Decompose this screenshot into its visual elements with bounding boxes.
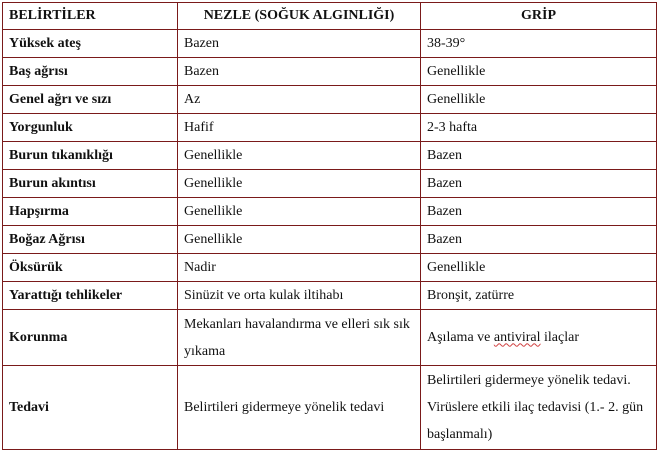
table-row [3, 86, 657, 114]
nezle-cell: Sinüzit ve orta kulak iltihabı [178, 282, 421, 310]
table-row-korunma [3, 310, 657, 366]
grip-cell: 2-3 hafta [421, 114, 657, 142]
table-row [3, 198, 657, 226]
table-row [3, 58, 657, 86]
row-label: Burun tıkanıklığı [3, 142, 178, 170]
table-row [3, 254, 657, 282]
row-label: Yüksek ateş [3, 30, 178, 58]
row-label: Burun akıntısı [3, 170, 178, 198]
row-label: Tedavi [3, 366, 178, 450]
header-nezle: NEZLE (SOĞUK ALGINLIĞI) [178, 3, 421, 30]
grip-text-prefix: Aşılama ve [427, 329, 494, 345]
grip-cell: Bazen [421, 198, 657, 226]
table-row-tedavi [3, 366, 657, 450]
grip-cell: Bazen [421, 142, 657, 170]
nezle-cell: Genellikle [178, 226, 421, 254]
grip-cell: Genellikle [421, 58, 657, 86]
table-row [3, 170, 657, 198]
nezle-cell: Hafif [178, 114, 421, 142]
nezle-cell: Mekanları havalandırma ve elleri sık sık yıkama [178, 310, 421, 366]
row-label: Genel ağrı ve sızı [3, 86, 178, 114]
nezle-cell: Genellikle [178, 198, 421, 226]
table-row [3, 30, 657, 58]
row-label: Öksürük [3, 254, 178, 282]
table-row [3, 226, 657, 254]
header-belirtiler: BELİRTİLER [3, 3, 178, 30]
table-row [3, 114, 657, 142]
row-label: Hapşırma [3, 198, 178, 226]
table-row [3, 142, 657, 170]
nezle-cell: Belirtileri gidermeye yönelik tedavi [178, 366, 421, 450]
nezle-cell: Az [178, 86, 421, 114]
grip-cell: Bronşit, zatürre [421, 282, 657, 310]
grip-cell: Bazen [421, 226, 657, 254]
comparison-table-wrapper [2, 2, 657, 450]
cold-vs-flu-table [2, 2, 657, 450]
nezle-cell: Bazen [178, 30, 421, 58]
nezle-cell: Genellikle [178, 170, 421, 198]
nezle-cell: Bazen [178, 58, 421, 86]
row-label: Korunma [3, 310, 178, 366]
row-label: Baş ağrısı [3, 58, 178, 86]
table-row [3, 282, 657, 310]
header-row [3, 3, 657, 30]
grip-cell: 38-39° [421, 30, 657, 58]
row-label: Boğaz Ağrısı [3, 226, 178, 254]
grip-cell: Genellikle [421, 254, 657, 282]
nezle-cell: Nadir [178, 254, 421, 282]
grip-cell: Genellikle [421, 86, 657, 114]
row-label: Yorgunluk [3, 114, 178, 142]
nezle-cell: Genellikle [178, 142, 421, 170]
grip-text-suffix: ilaçlar [540, 329, 580, 345]
row-label: Yarattığı tehlikeler [3, 282, 178, 310]
grip-cell [421, 310, 657, 366]
header-grip: GRİP [421, 3, 657, 30]
grip-cell: Belirtileri gidermeye yönelik tedavi. Virüslere etkili ilaç tedavisi (1.- 2. gün başlanmalı) [421, 366, 657, 450]
spellcheck-underlined-word: antiviral [493, 329, 541, 345]
grip-cell: Bazen [421, 170, 657, 198]
